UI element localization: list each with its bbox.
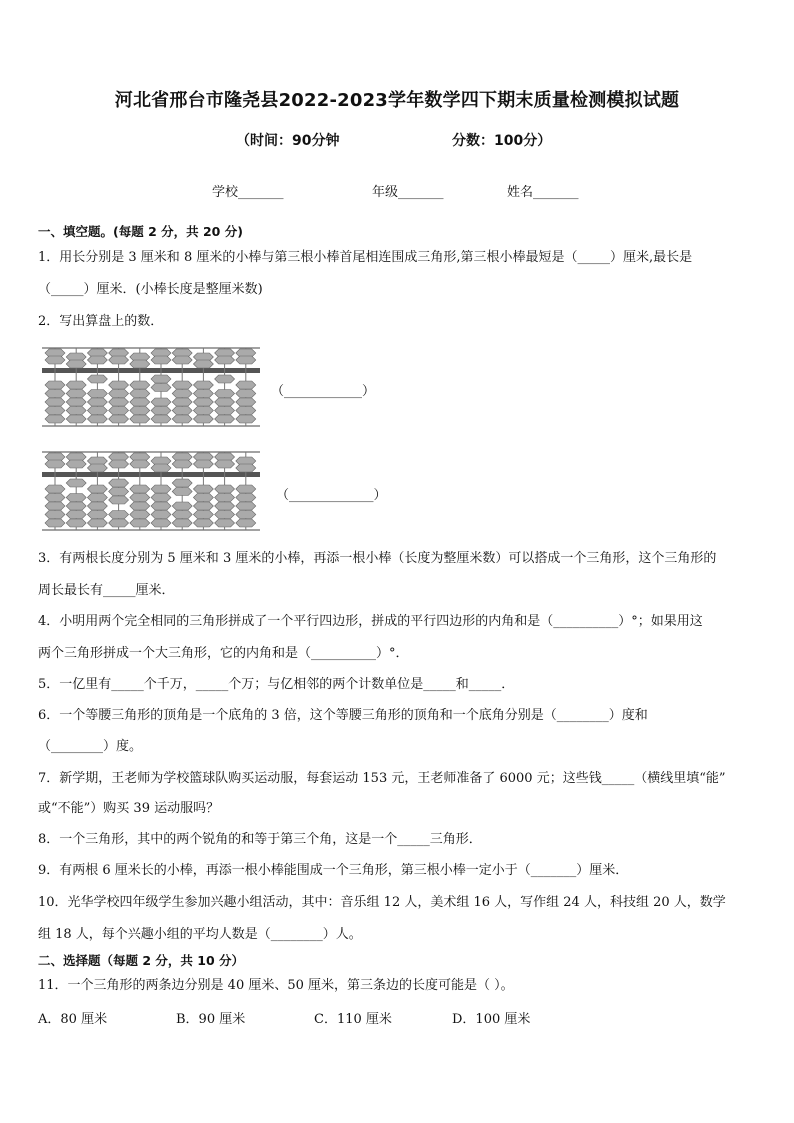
abacus-bead [215, 390, 235, 398]
abacus-bead [172, 407, 192, 415]
abacus-bead [193, 398, 213, 406]
abacus-bead [172, 460, 192, 468]
question-7-line-2: 或“不能”）购买 39 运动服吗？ [38, 801, 220, 816]
abacus-1-image [42, 344, 264, 428]
grade-field[interactable]: 年级_______ [372, 185, 444, 200]
school-field[interactable]: 学校_______ [212, 185, 284, 200]
question-3-line-2: 周长最长有_____厘米． [38, 583, 175, 598]
abacus-bead [172, 415, 192, 423]
abacus-bead [236, 390, 256, 398]
abacus-bead [66, 479, 86, 487]
abacus-bead [151, 356, 171, 364]
option-d[interactable]: D．100 厘米 [452, 1012, 531, 1027]
abacus-bead [193, 415, 213, 423]
abacus-bead [172, 390, 192, 398]
abacus-bead [87, 464, 107, 472]
abacus-bead [172, 488, 192, 496]
question-10-line-1: 10．光华学校四年级学生参加兴趣小组活动，其中：音乐组 12 人，美术组 16 人，写作组 24 人，科技组 20 人，数学 [38, 895, 726, 910]
abacus-bead [109, 390, 129, 398]
abacus-bead [45, 494, 65, 502]
abacus-bead [215, 460, 235, 468]
abacus-bead [45, 415, 65, 423]
abacus-bead [172, 356, 192, 364]
abacus-bead [236, 407, 256, 415]
question-2-answer-blank-1[interactable]: （____________） [271, 384, 376, 399]
abacus-bead [109, 519, 129, 527]
question-3-line-1: 3．有两根长度分别为 5 厘米和 3 厘米的小棒，再添一根小棒（长度为整厘米数）可以搭成一个三角形，这个三角形的 [38, 551, 717, 566]
abacus-bead [172, 511, 192, 519]
abacus-bead [236, 494, 256, 502]
abacus-bead [45, 398, 65, 406]
abacus-bead [87, 356, 107, 364]
abacus-bead [130, 485, 150, 493]
abacus-bead [87, 415, 107, 423]
abacus-bead [109, 479, 129, 487]
abacus-bead [193, 460, 213, 468]
abacus-bead [151, 375, 171, 383]
option-b[interactable]: B．90 厘米 [176, 1012, 246, 1027]
abacus-bead [151, 407, 171, 415]
abacus-bead [87, 519, 107, 527]
abacus-bead [87, 407, 107, 415]
question-11-options [0, 1008, 794, 1028]
abacus-bead [236, 381, 256, 389]
abacus-bead [109, 511, 129, 519]
abacus-bead [151, 398, 171, 406]
section-2-heading: 二、选择题（每题 2 分，共 10 分） [38, 953, 245, 968]
abacus-bead [193, 494, 213, 502]
abacus-bead [87, 511, 107, 519]
abacus-bead [87, 375, 107, 383]
abacus-bead [130, 460, 150, 468]
abacus-bead [66, 398, 86, 406]
abacus-bead [236, 502, 256, 510]
question-4-line-1: 4．小明用两个完全相同的三角形拼成了一个平行四边形，拼成的平行四边形的内角和是（__________）°；如果用这 [38, 614, 703, 629]
abacus-bead [87, 485, 107, 493]
abacus-bead [236, 519, 256, 527]
question-2-answer-blank-2[interactable]: （_____________） [276, 488, 387, 503]
abacus-bead [215, 511, 235, 519]
abacus-bead [193, 502, 213, 510]
time-limit: （时间：90分钟 [236, 133, 340, 149]
abacus-bead [172, 502, 192, 510]
abacus-bead [236, 464, 256, 472]
abacus-bead [236, 485, 256, 493]
abacus-bead [66, 519, 86, 527]
section-1-heading: 一、填空题。(每题 2 分，共 20 分) [38, 224, 243, 239]
abacus-bead [109, 415, 129, 423]
abacus-bead [45, 511, 65, 519]
option-c[interactable]: C．110 厘米 [314, 1012, 392, 1027]
abacus-bead [130, 519, 150, 527]
exam-title: 河北省邢台市隆尧县2022-2023学年数学四下期末质量检测模拟试题 [114, 90, 680, 111]
abacus-bead [151, 415, 171, 423]
abacus-bead [66, 381, 86, 389]
abacus-bead [215, 375, 235, 383]
abacus-bead [236, 511, 256, 519]
abacus-bead [130, 390, 150, 398]
abacus-bead [87, 494, 107, 502]
abacus-bead [130, 407, 150, 415]
abacus-bead [66, 460, 86, 468]
abacus-bead [215, 494, 235, 502]
question-4-line-2: 两个三角形拼成一个大三角形，它的内角和是（__________）°． [38, 646, 409, 661]
abacus-bead [193, 485, 213, 493]
abacus-bead [109, 488, 129, 496]
abacus-bead [109, 398, 129, 406]
abacus-bead [66, 502, 86, 510]
abacus-bead [66, 360, 86, 368]
abacus-bead [172, 479, 192, 487]
question-2: 2．写出算盘上的数． [38, 314, 164, 329]
abacus-bead [193, 511, 213, 519]
abacus-bead [66, 407, 86, 415]
abacus-2-image [42, 448, 264, 532]
abacus-bead [45, 460, 65, 468]
abacus-bead [130, 398, 150, 406]
abacus-bead [66, 415, 86, 423]
abacus-bead [130, 360, 150, 368]
abacus-bead [193, 519, 213, 527]
abacus-bead [45, 390, 65, 398]
abacus-bead [215, 502, 235, 510]
abacus-bead [66, 390, 86, 398]
question-6-line-1: 6．一个等腰三角形的顶角是一个底角的 3 倍，这个等腰三角形的顶角和一个底角分别是（________）度和 [38, 708, 648, 723]
abacus-bead [130, 502, 150, 510]
abacus-bead [193, 360, 213, 368]
abacus-bead [109, 460, 129, 468]
question-8: 8．一个三角形，其中的两个锐角的和等于第三个角，这是一个_____三角形． [38, 832, 482, 847]
abacus-bead [193, 381, 213, 389]
abacus-bead [87, 398, 107, 406]
question-1-line-1: 1．用长分别是 3 厘米和 8 厘米的小棒与第三根小棒首尾相连围成三角形,第三根小棒最短是（_____）厘米,最长是 [38, 250, 693, 265]
abacus-bead [215, 407, 235, 415]
abacus-bead [172, 381, 192, 389]
abacus-bead [151, 384, 171, 392]
question-11-stem: 11．一个三角形的两条边分别是 40 厘米、50 厘米，第三条边的长度可能是（ ）。 [38, 978, 514, 993]
abacus-bead [66, 511, 86, 519]
abacus-bead [193, 407, 213, 415]
abacus-bead [172, 519, 192, 527]
abacus-bead [151, 511, 171, 519]
abacus-bead [151, 494, 171, 502]
abacus-bead [151, 485, 171, 493]
option-a[interactable]: A．80 厘米 [38, 1012, 108, 1027]
abacus-bead [66, 494, 86, 502]
abacus-bead [215, 356, 235, 364]
abacus-bead [109, 381, 129, 389]
abacus-bead [45, 519, 65, 527]
abacus-bead [45, 407, 65, 415]
question-5: 5．一亿里有_____个千万，_____个万；与亿相邻的两个计数单位是_____和_____． [38, 677, 515, 692]
abacus-bead [215, 415, 235, 423]
abacus-bead [45, 485, 65, 493]
abacus-bead [215, 485, 235, 493]
abacus-bead [130, 494, 150, 502]
abacus-bead [193, 390, 213, 398]
abacus-bead [109, 496, 129, 504]
abacus-bead [236, 398, 256, 406]
question-6-line-2: （________）度。 [38, 739, 143, 754]
abacus-bead [109, 407, 129, 415]
abacus-bead [130, 381, 150, 389]
abacus-bead [172, 398, 192, 406]
name-field[interactable]: 姓名_______ [507, 185, 579, 200]
question-1-line-2: （_____）厘米．(小棒长度是整厘米数) [38, 282, 263, 297]
abacus-bead [215, 398, 235, 406]
abacus-bead [215, 519, 235, 527]
abacus-bead [151, 502, 171, 510]
abacus-bead [109, 356, 129, 364]
abacus-bead [45, 381, 65, 389]
abacus-bead [151, 519, 171, 527]
abacus-bead [130, 415, 150, 423]
abacus-bead [45, 356, 65, 364]
abacus-bead [236, 356, 256, 364]
abacus-bead [236, 415, 256, 423]
total-score: 分数：100分） [452, 133, 552, 149]
abacus-bead [45, 502, 65, 510]
abacus-bead [151, 464, 171, 472]
abacus-bead [87, 502, 107, 510]
question-9: 9．有两根 6 厘米长的小棒，再添一根小棒能围成一个三角形，第三根小棒一定小于（_______）厘米． [38, 863, 629, 878]
question-10-line-2: 组 18 人，每个兴趣小组的平均人数是（________）人。 [38, 927, 362, 942]
abacus-bead [87, 390, 107, 398]
abacus-bead [130, 511, 150, 519]
question-7-line-1: 7．新学期，王老师为学校篮球队购买运动服，每套运动 153 元，王老师准备了 6000 元；这些钱_____（横线里填“能” [38, 771, 726, 786]
